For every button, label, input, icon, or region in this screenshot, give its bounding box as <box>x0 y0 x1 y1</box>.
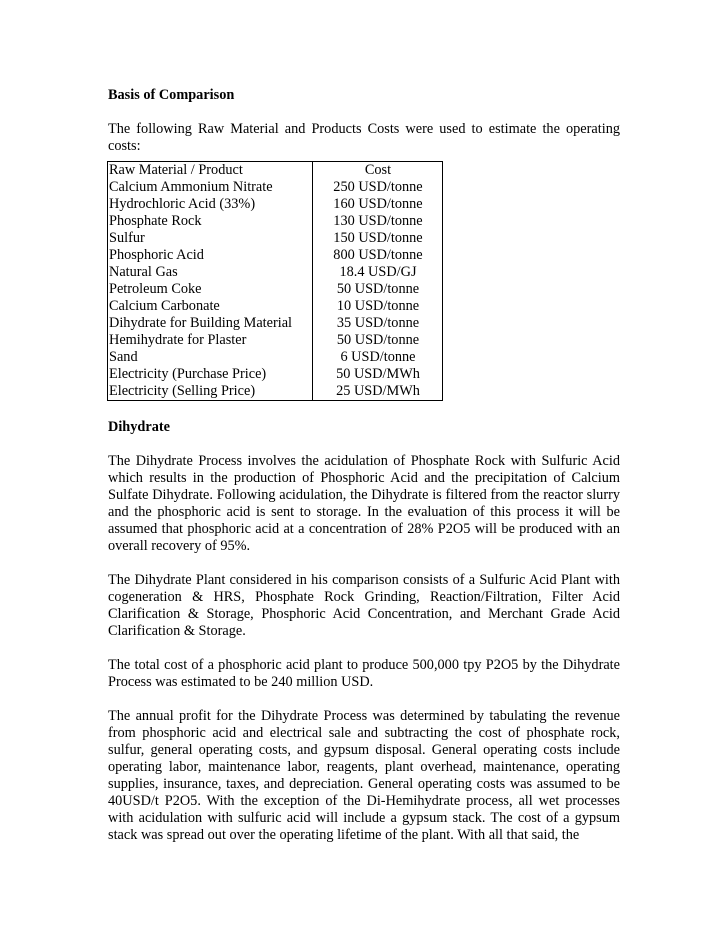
heading-dihydrate: Dihydrate <box>108 419 170 435</box>
dihydrate-paragraph-3: The total cost of a phosphoric acid plant to produce 500,000 tpy P2O5 by the Dihydrate Process was estimated to be 240 million USD. <box>108 657 620 690</box>
cost-table-cost-cell: 25 USD/MWh <box>312 383 442 401</box>
document-page <box>108 87 620 844</box>
cost-table-item-cell: Natural Gas <box>108 264 313 281</box>
cost-table-row <box>108 179 443 196</box>
cost-table-cost-cell: 10 USD/tonne <box>312 298 442 315</box>
cost-table-header-item: Raw Material / Product <box>108 162 313 180</box>
dihydrate-paragraph-4: The annual profit for the Dihydrate Process was determined by tabulating the revenue from phosphoric acid and electrical sale and subtracting the cost of phosphate rock, sulfur, general operating costs, and gypsum disposal. General operating costs include operating labor, maintenance labor, reagents, plant overhead, maintenance, operating supplies, insurance, taxes, and depreciation. General operating costs was assumed to be 40USD/t P2O5. With the exception of the Di-Hemihydrate process, all wet processes with acidulation with sulfuric acid will include a gypsum stack. The cost of a gypsum stack was spread out over the operating lifetime of the plant. With all that said, the <box>108 708 620 843</box>
basis-intro-paragraph: The following Raw Material and Products Costs were used to estimate the operating costs: <box>108 121 620 154</box>
cost-table-row <box>108 366 443 383</box>
cost-table-cost-cell: 150 USD/tonne <box>312 230 442 247</box>
cost-table-item-cell: Hemihydrate for Plaster <box>108 332 313 349</box>
cost-table-row <box>108 349 443 366</box>
cost-table-item-cell: Hydrochloric Acid (33%) <box>108 196 313 213</box>
cost-table-row <box>108 213 443 230</box>
cost-table-cost-cell: 160 USD/tonne <box>312 196 442 213</box>
cost-table-row <box>108 383 443 401</box>
cost-table <box>107 161 443 401</box>
dihydrate-paragraph-2: The Dihydrate Plant considered in his comparison consists of a Sulfuric Acid Plant with cogeneration & HRS, Phosphate Rock Grinding, Reaction/Filtration, Filter Acid Clarification & Storage, Phosphoric Acid Concentration, and Merchant Grade Acid Clarification & Storage. <box>108 572 620 639</box>
cost-table-row <box>108 332 443 349</box>
cost-table-row <box>108 281 443 298</box>
cost-table-item-cell: Petroleum Coke <box>108 281 313 298</box>
cost-table-cost-cell: 130 USD/tonne <box>312 213 442 230</box>
cost-table-item-cell: Phosphoric Acid <box>108 247 313 264</box>
cost-table-item-cell: Calcium Carbonate <box>108 298 313 315</box>
cost-table-header-cost: Cost <box>312 162 442 180</box>
cost-table-row <box>108 230 443 247</box>
cost-table-cost-cell: 6 USD/tonne <box>312 349 442 366</box>
cost-table-item-cell: Electricity (Selling Price) <box>108 383 313 401</box>
cost-table-row <box>108 196 443 213</box>
cost-table-cost-cell: 800 USD/tonne <box>312 247 442 264</box>
cost-table-row <box>108 298 443 315</box>
cost-table-cost-cell: 50 USD/tonne <box>312 281 442 298</box>
cost-table-item-cell: Dihydrate for Building Material <box>108 315 313 332</box>
cost-table-cost-cell: 18.4 USD/GJ <box>312 264 442 281</box>
cost-table-item-cell: Sand <box>108 349 313 366</box>
cost-table-cost-cell: 250 USD/tonne <box>312 179 442 196</box>
cost-table-row <box>108 264 443 281</box>
cost-table-item-cell: Phosphate Rock <box>108 213 313 230</box>
cost-table-row <box>108 315 443 332</box>
cost-table-item-cell: Calcium Ammonium Nitrate <box>108 179 313 196</box>
cost-table-row <box>108 247 443 264</box>
cost-table-cost-cell: 50 USD/MWh <box>312 366 442 383</box>
cost-table-header-row <box>108 162 443 180</box>
heading-basis-of-comparison: Basis of Comparison <box>108 87 235 103</box>
dihydrate-paragraph-1: The Dihydrate Process involves the acidulation of Phosphate Rock with Sulfuric Acid which results in the production of Phosphoric Acid and the precipitation of Calcium Sulfate Dihydrate. Following acidulation, the Dihydrate is filtered from the reactor slurry and the phosphoric acid is sent to storage. In the evaluation of this process it will be assumed that phosphoric acid at a concentration of 28% P2O5 will be produced with an overall recovery of 95%. <box>108 453 620 554</box>
cost-table-cost-cell: 35 USD/tonne <box>312 315 442 332</box>
cost-table-cost-cell: 50 USD/tonne <box>312 332 442 349</box>
cost-table-item-cell: Sulfur <box>108 230 313 247</box>
cost-table-item-cell: Electricity (Purchase Price) <box>108 366 313 383</box>
